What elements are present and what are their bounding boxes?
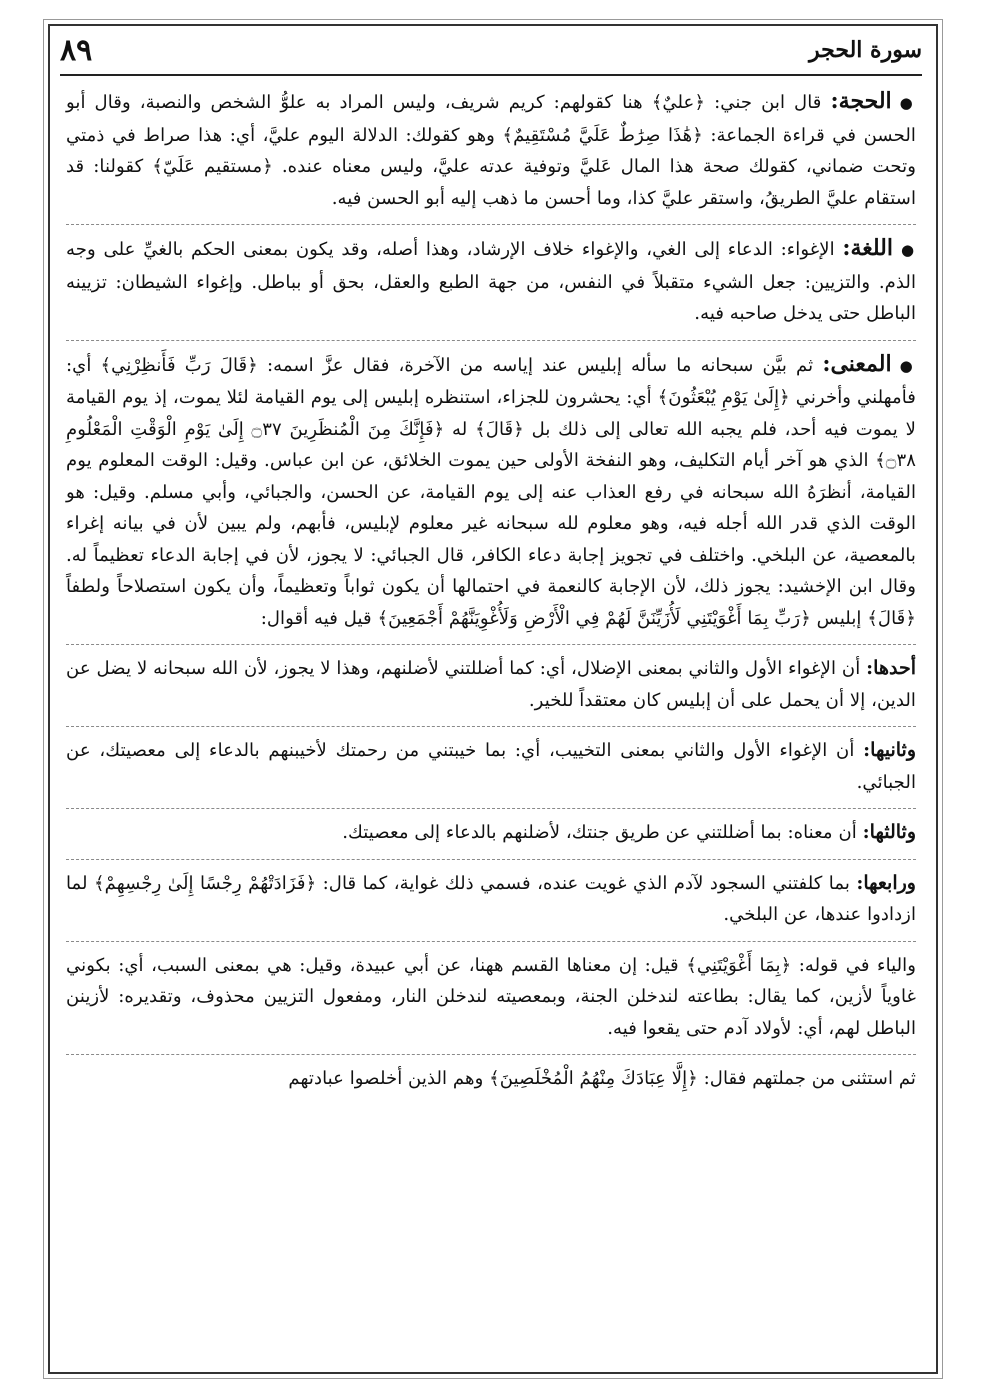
section-lugha xyxy=(66,233,916,330)
paragraph-text: والياء في قوله: ﴿بِمَا أَغْوَيْتَنِي﴾ قيل: إن معناها القسم ههنا، عن أبي عبيدة، وقيل: هي بمعنى السبب، أي: بكوني غاوياً لأزين، كما يقال: بطاعته لندخلن الجنة، وبمعصيته لندخلن النار، ومفعول التزيين محذوف، وتقديره: لأزينن الباطل لهم، أي: لأولاد آدم حتى يقعوا فيه. xyxy=(66,954,916,1039)
opinion-text: أن الإغواء الأول والثاني بمعنى التخييب، أي: بما خيبتني من رحمتك لأخيبنهم بالدعاء إلى معصيتك، عن الجبائي. xyxy=(66,740,916,793)
bullet-icon: ● xyxy=(899,356,916,375)
section-divider xyxy=(66,1054,916,1055)
section-divider xyxy=(66,859,916,860)
section-text: قال ابن جني: ﴿عليٌ﴾ هنا كقولهم: كريم شريف، وليس المراد به علوُّ الشخص والنصبة، وقال أبو الحسن في قراءة الجماعة: ﴿هَٰذَا صِرَٰطٌ عَلَيَّ مُسْتَقِيمٌ﴾ وهو كقولك: الدلالة اليوم عليَّ، أي: هذا صراط في ذمتي وتحت ضماني، كقولك صحة هذا المال عَليَّ وتوفية عدته عليَّ، وليس معناه عنده. ﴿مستقيم عَلَيّ﴾ كقولنا: قد استقام عليَّ الطريقُ، واستقر عليَّ كذا، وما أحسن ما ذهب إليه أبو الحسن فيه. xyxy=(66,92,916,209)
section-text: ثم بيَّن سبحانه ما سأله إبليس عند إياسه من الآخرة، فقال عزَّ اسمه: ﴿قَالَ رَبِّ فَأَنظِرْنِي﴾ أي: فأمهلني وأخرني ﴿إِلَىٰ يَوْمِ يُبْعَثُونَ﴾ أي: يحشرون للجزاء، استنظره إبليس إلى يوم القيامة لئلا يموت، إذ يوم القيامة لا يموت فيه أحد، فلم يجبه الله تعالى إلى ذلك بل ﴿قَالَ﴾ له ﴿فَإِنَّكَ مِنَ الْمُنظَرِينَ ۝٣٧ إِلَىٰ يَوْمِ الْوَقْتِ الْمَعْلُومِ ۝٣٨﴾ الذي هو آخر أيام التكليف، وهو النفخة الأولى حين يموت الخلائق، عن ابن عباس. وقيل: الوقت المعلوم يوم القيامة، أنظرَهُ الله سبحانه في رفع العذاب عنه إلى يوم القيامة، عن الحسن، والجبائي، وأبي مسلم. وقيل: هو الوقت الذي قدر الله أجله فيه، وهو معلوم لله سبحانه غير معلوم لإبليس، فأبهم، ولم يبين لأن في بيانه إغراء بالمعصية، عن البلخي. واختلف في تجويز إجابة دعاء الكافر، قال الجبائي: لا يجوز، لأن في إجابة الدعاء تعظيماً له. وقال ابن الإخشيد: يجوز ذلك، لأن الإجابة كالنعمة في احتمالها أن يكون ثواباً وتعظيماً، وأن يكون استصلاحاً ولطفاً ﴿قَالَ﴾ إبليس ﴿رَبِّ بِمَا أَغْوَيْتَنِي لَأُزَيِّنَنَّ لَهُمْ فِي الْأَرْضِ وَلَأُغْوِيَنَّهُمْ أَجْمَعِينَ﴾ قيل فيه أقوال: xyxy=(66,354,916,629)
paragraph-istithna xyxy=(66,1063,916,1095)
paragraph-text: ثم استثنى من جملتهم فقال: ﴿إِلَّا عِبَادَكَ مِنْهُمُ الْمُخْلَصِينَ﴾ وهم الذين أخلصوا عبادتهم xyxy=(288,1068,916,1089)
section-label: الحجة: xyxy=(830,88,892,114)
section-hujja xyxy=(66,86,916,214)
opinion-third xyxy=(66,817,916,849)
section-label: المعنى: xyxy=(822,350,892,377)
surah-title: سورة الحجر xyxy=(809,37,922,63)
page-number: ٨٩ xyxy=(60,32,93,68)
opinion-label: أحدها: xyxy=(866,657,916,679)
bullet-icon: ● xyxy=(899,94,916,112)
opinion-label: وثالثها: xyxy=(862,821,916,843)
opinion-label: وثانيها: xyxy=(863,739,916,761)
section-divider xyxy=(66,808,916,809)
opinion-text: بما كلفتني السجود لآدم الذي غويت عنده، فسمي ذلك غواية، كما قال: ﴿فَزَادَتْهُمْ رِجْسًا إِلَىٰ رِجْسِهِمْ﴾ لما ازدادوا عندها، عن البلخي. xyxy=(66,872,916,925)
section-divider xyxy=(66,340,916,341)
header-rule xyxy=(60,74,922,76)
section-divider xyxy=(66,224,916,225)
paragraph-ya xyxy=(66,950,916,1045)
opinion-label: ورابعها: xyxy=(856,871,916,894)
section-label: اللغة: xyxy=(842,235,893,261)
opinion-text: أن الإغواء الأول والثاني بمعنى الإضلال، أي: كما أضللتني لأضلنهم، وهذا لا يجوز، لأن الله سبحانه لا يضل عن الدين، إلا أن يحمل على أن إبليس كان معتقداً للخير. xyxy=(66,658,916,711)
bullet-icon: ● xyxy=(901,241,916,259)
page-body xyxy=(66,86,916,1375)
section-divider xyxy=(66,726,916,727)
opinion-fourth xyxy=(66,868,916,931)
section-maana xyxy=(66,349,916,635)
opinion-second xyxy=(66,735,916,798)
section-divider xyxy=(66,644,916,645)
section-divider xyxy=(66,941,916,942)
section-text: الإغواء: الدعاء إلى الغي، والإغواء خلاف الإرشاد، وهذا أصله، وقد يكون بمعنى الحكم بالغيِّ على وجه الذم. والتزيين: جعل الشيء متقبلاً في النفس، من جهة الطبع والعقل، بحق أو بباطل. وإغواء الشيطان: تزيينه الباطل حتى يدخل صاحبه فيه. xyxy=(66,239,916,324)
opinion-text: أن معناه: بما أضللتني عن طريق جنتك، لأضلنهم بالدعاء إلى معصيتك. xyxy=(342,822,857,843)
page-header xyxy=(60,30,922,70)
opinion-first xyxy=(66,653,916,716)
